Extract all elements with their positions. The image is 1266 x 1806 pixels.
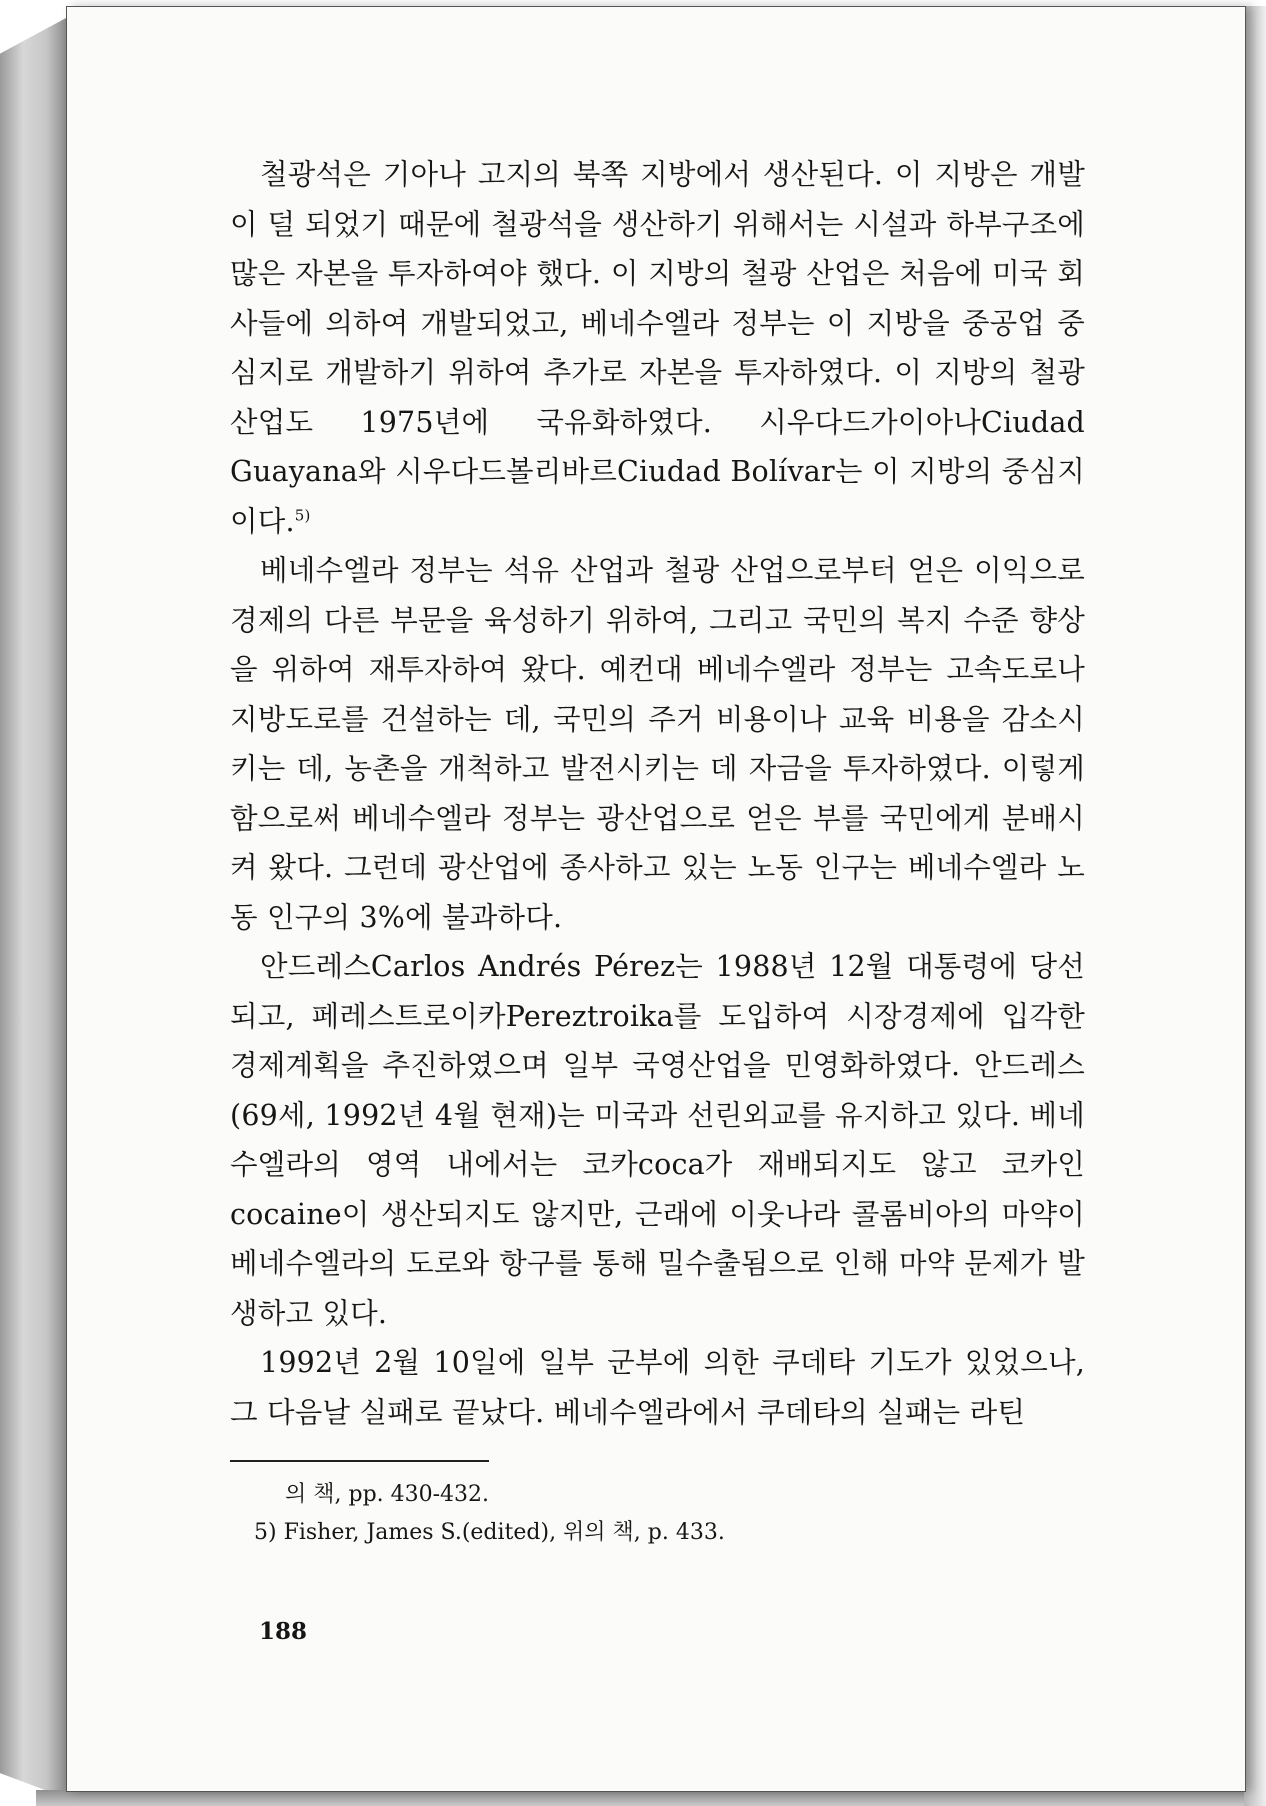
paragraph-1-text: 철광석은 기아나 고지의 북쪽 지방에서 생산된다. 이 지방은 개발이 덜 되었기 때문에 철광석을 생산하기 위해서는 시설과 하부구조에 많은 자본을 투자하여야 했다. 이 지방의 철광 산업은 처음에 미국 회사들에 의하여 개발되었고, 베네수엘라 정부는 이 지방을 중공업 중심지로 개발하기 위하여 추가로 자본을 투자하였다. 이 지방의 철광 산업도 1975년에 국유화하였다. 시우다드가이아나Ciudad Guayana와 시우다드볼리바르Ciudad Bolívar는 이 지방의 중심지이다.	[230, 158, 1085, 538]
book-page-stack-left	[0, 18, 66, 1798]
paragraph-1	[230, 150, 1085, 546]
page-number: 188	[259, 1618, 308, 1645]
paragraph-4: 1992년 2월 10일에 일부 군부에 의한 쿠데타 기도가 있었으나, 그 다음날 실패로 끝났다. 베네수엘라에서 쿠데타의 실패는 라틴	[230, 1346, 1085, 1429]
paragraph-2: 베네수엘라 정부는 석유 산업과 철광 산업으로부터 얻은 이익으로 경제의 다른 부문을 육성하기 위하여, 그리고 국민의 복지 수준 향상을 위하여 재투자하여 왔다. 예컨대 베네수엘라 정부는 고속도로나 지방도로를 건설하는 데, 국민의 주거 비용이나 교육 비용을 감소시키는 데, 농촌을 개척하고 발전시키는 데 자금을 투자하였다. 이렇게 함으로써 베네수엘라 정부는 광산업으로 얻은 부를 국민에게 분배시켜 왔다. 그런데 광산업에 종사하고 있는 노동 인구는 베네수엘라 노동 인구의 3%에 불과하다.	[230, 554, 1085, 934]
footnote-continued: 의 책, pp. 430-432.	[285, 1482, 490, 1507]
footnotes	[254, 1476, 1084, 1552]
book-right-edge	[1244, 6, 1266, 1806]
footnote-ref-5: 5)	[294, 506, 311, 524]
book-page-stack-bottom	[36, 1790, 1244, 1806]
paragraph-3: 안드레스Carlos Andrés Pérez는 1988년 12월 대통령에 당선되고, 페레스트로이카Pereztroika를 도입하여 시장경제에 입각한 경제계획을 추진하였으며 일부 국영산업을 민영화하였다. 안드레스(69세, 1992년 4월 현재)는 미국과 선린외교를 유지하고 있다. 베네수엘라의 영역 내에서는 코카coca가 재배되지도 않고 코카인cocaine이 생산되지도 않지만, 근래에 이웃나라 콜롬비아의 마약이 베네수엘라의 도로와 항구를 통해 밀수출됨으로 인해 마약 문제가 발생하고 있다.	[230, 950, 1085, 1330]
body-text	[230, 150, 1085, 1437]
footnote-divider	[230, 1460, 489, 1462]
footnote-5: 5) Fisher, James S.(edited), 위의 책, p. 433.	[254, 1520, 725, 1545]
